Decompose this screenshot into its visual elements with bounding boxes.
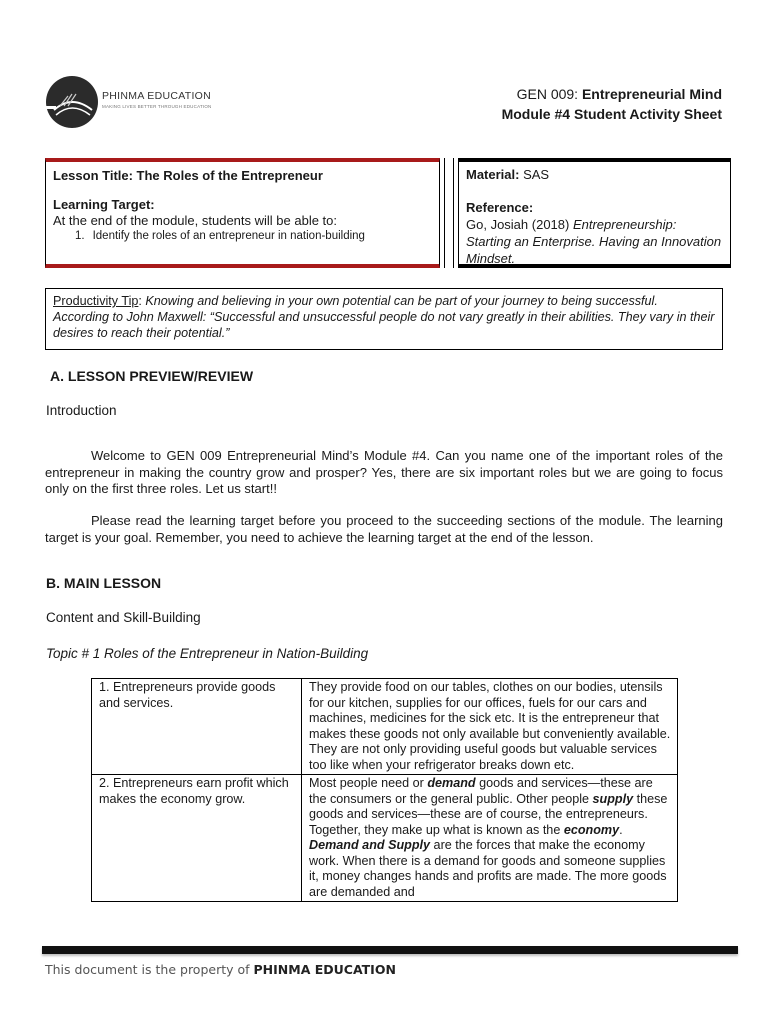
phinma-logo — [46, 72, 216, 132]
productivity-tip-box: Productivity Tip: Knowing and believing in your own potential can be part of your journey to being successful. According to John Maxwell: “Successful and unsuccessful people do not vary greatly in their abilities. They vary in their desires to reach their potential.” — [45, 288, 723, 350]
course-code: GEN 009: — [516, 86, 579, 102]
reference-text: Go, Josiah (2018) Entrepreneurship: Starting an Enterprise. Having an Innovation Mindset. — [466, 217, 722, 266]
role-cell: 1. Entrepreneurs provide goods and services. — [92, 679, 302, 775]
course-title — [517, 86, 722, 102]
learning-target-label: Learning Target: — [53, 197, 155, 212]
footer-divider — [42, 946, 738, 954]
learning-target-item: 1. Identify the roles of an entrepreneur in nation-building — [75, 230, 365, 242]
lesson-box — [45, 158, 440, 268]
lesson-title: Lesson Title: The Roles of the Entrepreneur — [53, 168, 323, 183]
table-row — [92, 775, 678, 902]
intro-paragraph-1: Welcome to GEN 009 Entrepreneurial Mind’s Module #4. Can you name one of the important roles of the entrepreneur in making the country grow and prosper? Yes, there are six important roles but we are going to focus only on the first three roles. Let us start!! — [45, 448, 723, 496]
footer-text: This document is the property of PHINMA EDUCATION — [45, 962, 396, 977]
material-box — [458, 158, 731, 268]
course-name: Entrepreneurial Mind — [581, 86, 722, 102]
section-a-heading: A. LESSON PREVIEW/REVIEW — [50, 368, 254, 384]
intro-paragraph-2: Please read the learning target before you proceed to the succeeding sections of the module. The learning target is your goal. Remember, you need to achieve the learning target at the end of the lesson. — [45, 513, 723, 545]
logo-tagline: MAKING LIVES BETTER THROUGH EDUCATION — [102, 104, 212, 109]
material-line: Material: SAS — [466, 167, 550, 182]
logo-emblem-icon — [46, 72, 98, 132]
box-divider — [444, 158, 454, 268]
tip-label: Productivity Tip — [53, 294, 139, 308]
logo-name: PHINMA EDUCATION — [102, 90, 212, 102]
module-title: Module #4 Student Activity Sheet — [501, 106, 722, 122]
table-row — [92, 679, 678, 775]
roles-table — [91, 678, 678, 902]
section-b-heading: B. MAIN LESSON — [46, 575, 162, 591]
introduction-heading: Introduction — [46, 403, 117, 418]
learning-target-intro: At the end of the module, students will be able to: — [53, 213, 338, 228]
topic-heading: Topic # 1 Roles of the Entrepreneur in Nation-Building — [46, 646, 369, 661]
tip-text: Knowing and believing in your own potential can be part of your journey to being successful. According to John Maxwell: “Successful and unsuccessful people do not vary greatly in their abilities. They vary in their desires to reach their potential.” — [53, 294, 715, 340]
content-heading: Content and Skill-Building — [46, 610, 201, 625]
role-description-cell: Most people need or demand goods and services—these are the consumers or the general public. Other people supply these goods and services—these are of course, the entrepreneurs. Together, they make up what is known as the economy. Demand and Supply are the forces that make the economy work. When there is a demand for goods and someone supplies it, money changes hands and profits are made. The more goods are demanded and — [302, 775, 678, 902]
role-cell: 2. Entrepreneurs earn profit which makes the economy grow. — [92, 775, 302, 902]
role-description-cell: They provide food on our tables, clothes on our bodies, utensils for our kitchen, supplies for our offices, fuels for our cars and machines, medicines for the sick etc. It is the entrepreneur that makes these goods not only available but conveniently available. They are not only providing useful goods but valuable services too like when your refrigerator breaks down etc. — [302, 679, 678, 775]
reference-label: Reference: — [466, 200, 534, 215]
